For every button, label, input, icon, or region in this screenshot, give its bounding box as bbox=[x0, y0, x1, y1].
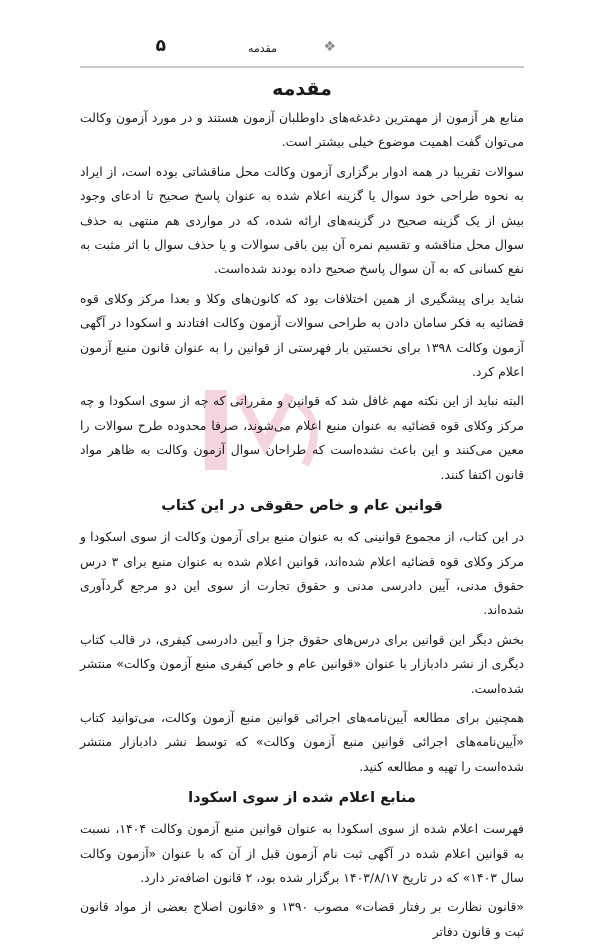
paragraph: همچنین برای مطالعه آیین‌نامه‌های اجرائی قوانین منبع آزمون وکالت، می‌توانید کتاب «آیین‌نامه‌های اجرائی قوانین منبع آزمون وکالت» که توسط نشر دادبازار منتشر شده‌است را تهیه و مطالعه کنید. bbox=[80, 709, 524, 774]
section-heading: منابع اعلام شده از سوی اسکودا bbox=[188, 790, 416, 807]
page-body bbox=[80, 72, 524, 949]
paragraph: در این کتاب، از مجموع قوانینی که به عنوان منبع برای آزمون وکالت از سوی اسکودا و مرکز وکلای قوه قضائیه اعلام شده‌اند، قوانین اعلام شده به عنوان منبع برای ۳ درس حقوق مدنی، آیین دادرسی مدنی و حقوق تجارت از سوی این دو مرجع گردآوری شده‌اند. bbox=[80, 529, 524, 618]
paragraph: منابع هر آزمون از مهمترین دغدغه‌های داوطلبان آزمون هستند و در مورد آزمون وکالت می‌توان گفت اهمیت موضوع خیلی بیشتر است. bbox=[80, 110, 524, 150]
paragraph: فهرست اعلام شده از سوی اسکودا به عنوان قوانین منبع آزمون وکالت ۱۴۰۴، نسبت به قوانین اعلام شده در آگهی ثبت نام آزمون قبل از آن که با عنوان «آزمون وکالت سال ۱۴۰۳» که در تاریخ ۱۴۰۳/۸/۱۷ برگزار شده بود، ۲ قانون اضافه‌تر دارد. bbox=[80, 821, 524, 885]
diamond-ornament-icon: ❖ bbox=[323, 39, 336, 55]
paragraph: البته نباید از این نکته مهم غافل شد که قوانین و مقرراتی که چه از سوی اسکودا و چه مرکز وکلای قوه قضائیه به عنوان منبع اعلام می‌شوند، صرفا محدوده طرح سوالات را معین می‌کنند و این باعث نشده‌است که طراحان سوال آزمون وکالت به ظاهر مواد قانون اکتفا کنند. bbox=[80, 393, 524, 482]
paragraph: بخش دیگر این قوانین برای درس‌های حقوق جزا و آیین دادرسی کیفری، در قالب کتاب دیگری از نشر دادبازار با عنوان «قوانین عام و خاص کیفری منبع آزمون وکالت» منتشر شده‌است. bbox=[80, 631, 524, 696]
page-number: ۵ bbox=[155, 36, 166, 56]
header-rule bbox=[80, 66, 524, 68]
running-header bbox=[80, 34, 524, 66]
paragraph: شاید برای پیشگیری از همین اختلافات بود که کانون‌های وکلا و بعدا مرکز وکلای قوه قضائیه به فکر سامان دادن به طراحی سوالات آزمون وکالت افتادند و اسکودا در آگهی آزمون وکالت ۱۳۹۸ برای نخستین بار فهرستی از قوانین را به عنوان قانون منبع آزمون اعلام کرد. bbox=[80, 290, 524, 380]
section-heading: قوانین عام و خاص حقوقی در این کتاب bbox=[161, 498, 443, 515]
page-title: مقدمه bbox=[272, 78, 332, 100]
paragraph: سوالات تقریبا در همه ادوار برگزاری آزمون وکالت محل مناقشاتی بوده است، از ایراد به نحوه طراحی خود سوال یا گزینه اعلام شده به عنوان پاسخ صحیح تا ادعای وجود بیش از یک گزینه صحیح در گزینه‌های ارائه شده، که در مواردی هم منتهی به حذف سوال محل مناقشه و تقسیم نمره آن بین باقی سوالات و یا حذف سوال با اثر مثبت به نفع کسانی که به آن سوال پاسخ صحیح داده بودند شده‌است. bbox=[80, 163, 524, 277]
running-header-title: مقدمه bbox=[247, 42, 277, 55]
paragraph: «قانون نظارت بر رفتار قضات» مصوب ۱۳۹۰ و «قانون اصلاح بعضی از مواد قانون ثبت و قانون دفاتر bbox=[80, 899, 524, 939]
